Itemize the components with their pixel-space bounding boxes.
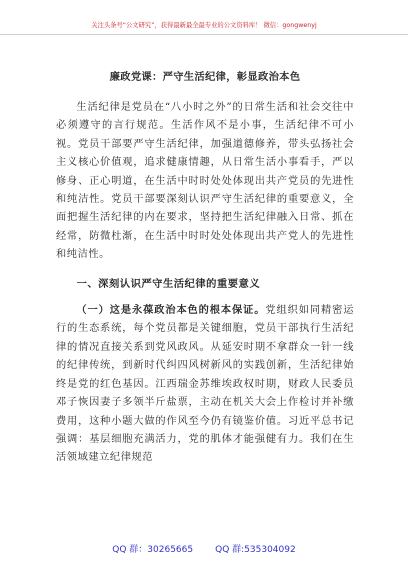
document-title: 廉政党课：严守生活纪律，彰显政治本色 [109,71,301,83]
header-promo-text: 关注头条号“公文研究”，获得最新最全最专业的公文资料库！ 微信：gongwenyj [91,22,317,29]
document-body [56,56,354,468]
footer-qq-group-1: QQ 群：30265665 [112,545,194,555]
paragraph-lead: （一）这是永葆政治本色的根本保证。 [76,305,266,317]
footer-qq-group-2: QQ 群:535304092 [215,545,296,555]
intro-paragraph: 生活纪律是党员在“八小时之外”的日常生活和社会交往中必须遵守的言行规范。生活作风不是小事，生活纪律不可小视。党员干部要严守生活纪律，加强道德修养，带头弘扬社会主义核心价值观，追求健康情趣，从日常生活小事看手，严以修身、正心明道，在生活中时时处处体现出共产党员的先进性和纯洁性。党员干部要深刻认识严守生活纪律的重要意义，全面把握生活纪律的内在要求，坚持把生活纪律融入日常、抓在经常，防微杜渐，在生活中时时处处体现出共产党人的先进性和纯洁性。 [56,102,354,261]
footer-contact [0,544,408,556]
section-paragraph [56,302,354,468]
header-divider [0,34,408,35]
paragraph-body: 党组织如同精密运行的生态系统，每个党员都是关键细胞，党员干部执行生活纪律的情况直接关系到党风政风。从延安时期不拿群众一针一线的纪律传统，到新时代纠四风树新风的实践创新，生活纪律始终是党的红色基因。江西瑞金苏维埃政权时期，财政人民委员邓子恢因妻子多领半斤盐票，主动在机关大会上作检讨并补缴费用，这种小题大做的作风至今仍有镜鉴价值。习近平总书记强调：基层细胞充满活力，党的肌体才能强健有力。我们在生活领域建立纪律规范 [56,305,354,464]
section-heading: 一、深刻认识严守生活纪律的重要意义 [76,277,261,290]
